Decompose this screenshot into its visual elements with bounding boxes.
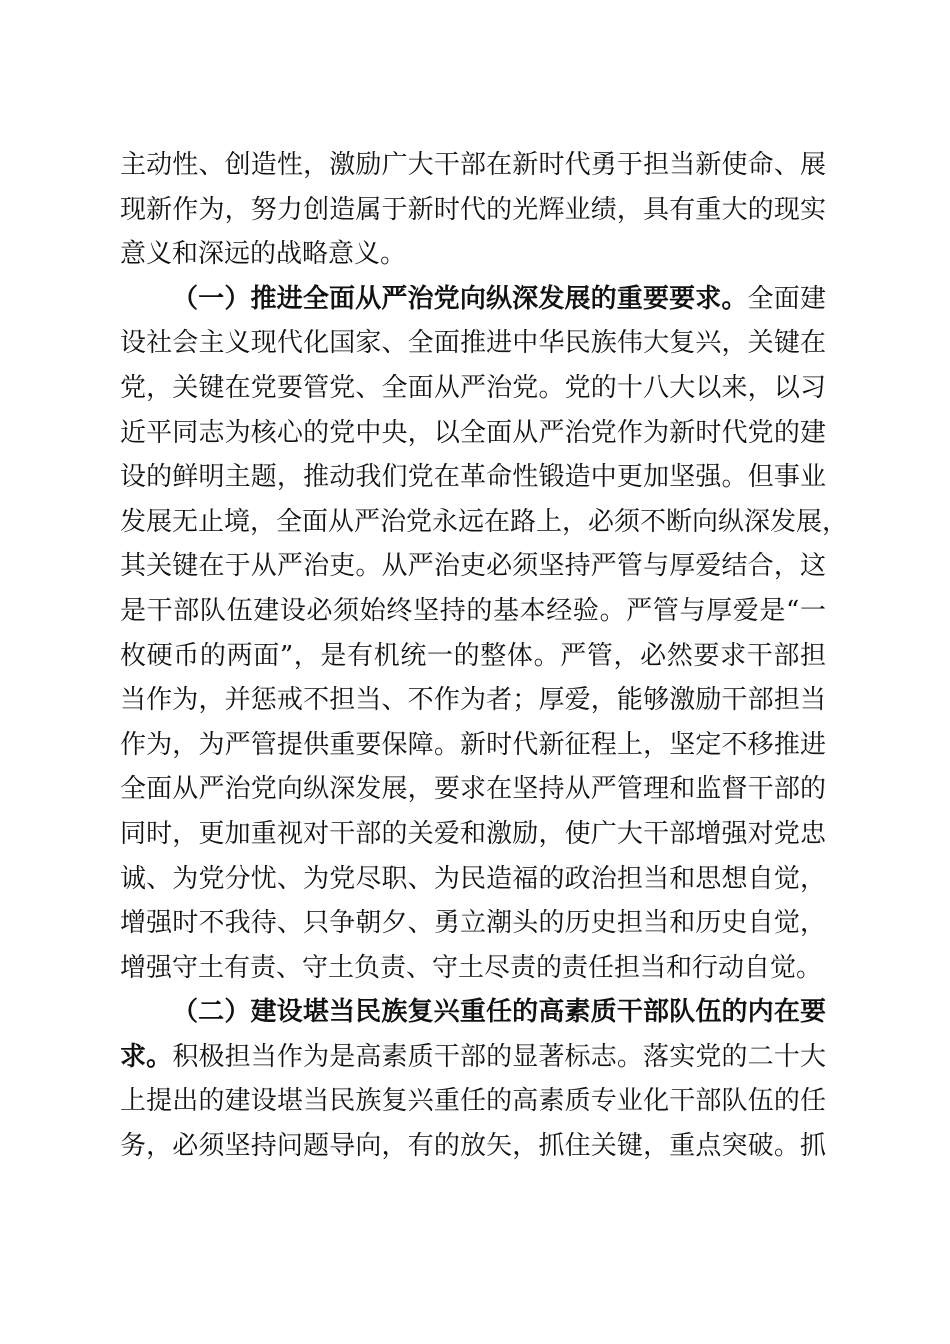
text-line: 发展无止境，全面从严治党永远在路上，必须不断向纵深发展，	[120, 506, 849, 537]
text-line: 上提出的建设堪当民族复兴重任的高素质专业化干部队伍的任	[120, 1086, 826, 1117]
text-line: 意义和深远的战略意义。	[120, 239, 407, 270]
text-line	[120, 277, 826, 322]
text-line: 设的鲜明主题，推动我们党在革命性锻造中更加坚强。但事业	[120, 462, 826, 493]
text-line: 同时，更加重视对干部的关爱和激励，使广大干部增强对党忠	[120, 818, 826, 849]
text-line: 近平同志为核心的党中央，以全面从严治党作为新时代党的建	[120, 417, 826, 448]
text-line: 枚硬币的两面”，是有机统一的整体。严管，必然要求干部担	[120, 640, 826, 671]
paragraph-section-one	[120, 277, 849, 991]
text-run: 积极担当作为是高素质干部的显著标志。落实党的二十大	[172, 1041, 826, 1072]
section-heading-end: 求。	[120, 1041, 173, 1072]
section-heading: （二）建设堪当民族复兴重任的高素质干部队伍的内在要	[172, 997, 826, 1028]
text-line: 主动性、创造性，激励广大干部在新时代勇于担当新使命、展	[120, 150, 826, 180]
text-line: 增强时不我待、只争朝夕、勇立潮头的历史担当和历史自觉，	[120, 908, 826, 939]
paragraph-section-two	[120, 990, 826, 1168]
text-line: 其关键在于从严治吏。从严治吏必须坚持严管与厚爱结合，这	[120, 551, 826, 582]
text-line: 务，必须坚持问题导向，有的放矢，抓住关键，重点突破。抓	[120, 1131, 826, 1162]
text-line: 作为，为严管提供重要保障。新时代新征程上，坚定不移推进	[120, 729, 826, 760]
paragraph-intro	[120, 143, 826, 277]
text-line	[120, 1035, 826, 1080]
text-run: 全面建	[747, 283, 826, 314]
document-body	[120, 143, 849, 1169]
text-line: 设社会主义现代化国家、全面推进中华民族伟大复兴，关键在	[120, 328, 826, 359]
text-line: 现新作为，努力创造属于新时代的光辉业绩，具有重大的现实	[120, 194, 826, 225]
text-line: 党，关键在党要管党、全面从严治党。党的十八大以来，以习	[120, 372, 826, 403]
text-line: 当作为，并惩戒不担当、不作为者；厚爱，能够激励干部担当	[120, 685, 826, 716]
section-heading: （一）推进全面从严治党向纵深发展的重要要求。	[172, 283, 748, 314]
text-line: 诚、为党分忧、为党尽职、为民造福的政治担当和思想自觉，	[120, 863, 826, 894]
text-line: 增强守土有责、守土负责、守土尽责的责任担当和行动自觉。	[120, 952, 823, 983]
text-line: 是干部队伍建设必须始终坚持的基本经验。严管与厚爱是“一	[120, 595, 826, 626]
text-line: 全面从严治党向纵深发展，要求在坚持从严管理和监督干部的	[120, 774, 826, 805]
